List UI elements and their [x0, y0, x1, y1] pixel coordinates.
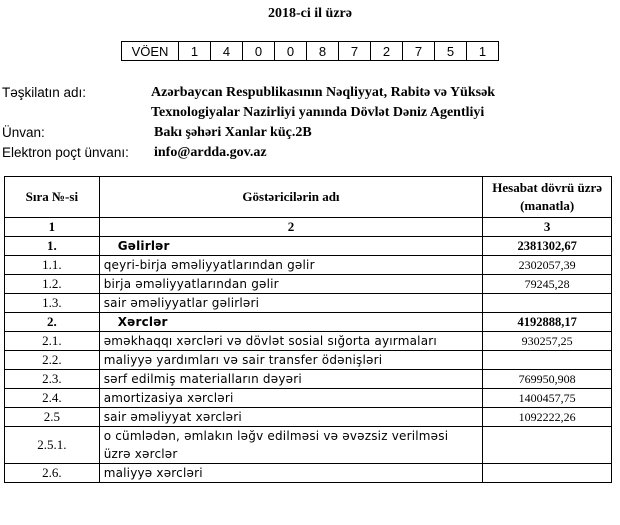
- email-label: Elektron poçt ünvanı:: [2, 145, 129, 160]
- row-indicator-name: birja əməliyyatlarından gəlir: [99, 275, 483, 294]
- report-title: 2018-ci il üzrə: [268, 6, 352, 21]
- row-number: 2.4.: [5, 389, 100, 408]
- header-seq-no: Sıra №-si: [5, 177, 100, 218]
- table-row: [5, 427, 612, 464]
- table-row: [5, 464, 612, 483]
- address-label: Ünvan:: [2, 125, 45, 140]
- voen-digit: 7: [403, 42, 435, 61]
- header-indicator-name: Göstəricilərin adı: [99, 177, 483, 218]
- row-amount: [483, 294, 612, 313]
- row-number: 2.5.1.: [5, 427, 100, 464]
- table-row: [5, 389, 612, 408]
- voen-label: VÖEN: [122, 42, 179, 61]
- row-indicator-name: Gəlirlər: [99, 237, 483, 256]
- row-number: 1.: [5, 237, 100, 256]
- indicators-table: [4, 176, 612, 483]
- header-amount: Hesabat dövrü üzrə (manatla): [483, 177, 612, 218]
- org-name-label: Təşkilatın adı:: [2, 85, 87, 100]
- column-index: 3: [483, 218, 612, 237]
- voen-digit: 5: [435, 42, 467, 61]
- voen-digit: 1: [467, 42, 499, 61]
- row-amount: 1092222,26: [483, 408, 612, 427]
- row-number: 2.6.: [5, 464, 100, 483]
- row-number: 2.1.: [5, 332, 100, 351]
- table-row: [5, 370, 612, 389]
- row-amount: 930257,25: [483, 332, 612, 351]
- row-number: 2.3.: [5, 370, 100, 389]
- org-name-line2: Texnologiyalar Nazirliyi yanında Dövlət Dəniz Agentliyi: [151, 105, 485, 120]
- table-row: [5, 237, 612, 256]
- table-row: [5, 275, 612, 294]
- table-row: [5, 256, 612, 275]
- column-index: 2: [99, 218, 483, 237]
- row-amount: 79245,28: [483, 275, 612, 294]
- row-number: 2.2.: [5, 351, 100, 370]
- row-amount: 769950,908: [483, 370, 612, 389]
- column-index: 1: [5, 218, 100, 237]
- voen-digit: 1: [179, 42, 211, 61]
- voen-digit: 4: [211, 42, 243, 61]
- row-indicator-name: sair əməliyyatlar gəlirləri: [99, 294, 483, 313]
- row-number: 1.2.: [5, 275, 100, 294]
- table-row: [5, 408, 612, 427]
- row-amount: [483, 427, 612, 464]
- table-row: [5, 294, 612, 313]
- row-number: 2.: [5, 313, 100, 332]
- row-amount: 2381302,67: [483, 237, 612, 256]
- row-amount: 1400457,75: [483, 389, 612, 408]
- voen-digit: 0: [275, 42, 307, 61]
- organization-info: [0, 83, 620, 163]
- row-indicator-name: maliyyə yardımları və sair transfer ödənişləri: [99, 351, 483, 370]
- table-row: [5, 313, 612, 332]
- row-amount: 2302057,39: [483, 256, 612, 275]
- table-row: [5, 332, 612, 351]
- row-amount: 4192888,17: [483, 313, 612, 332]
- row-number: 2.5: [5, 408, 100, 427]
- row-indicator-name: sərf edilmiş materialların dəyəri: [99, 370, 483, 389]
- row-indicator-name: Xərclər: [99, 313, 483, 332]
- voen-digit: 8: [307, 42, 339, 61]
- address-value: Bakı şəhəri Xanlar küç.2B: [154, 125, 312, 140]
- column-index-row: [5, 218, 612, 237]
- row-indicator-name: sair əməliyyat xərcləri: [99, 408, 483, 427]
- row-indicator-name: amortizasiya xərcləri: [99, 389, 483, 408]
- row-indicator-name: əməkhaqqı xərcləri və dövlət sosial sığorta ayırmaları: [99, 332, 483, 351]
- row-indicator-name: qeyri-birja əməliyyatlarından gəlir: [99, 256, 483, 275]
- voen-table: [121, 41, 499, 61]
- email-value[interactable]: info@ardda.gov.az: [154, 145, 267, 160]
- row-number: 1.3.: [5, 294, 100, 313]
- row-indicator-name: o cümlədən, əmlakın ləğv edilməsi və əvəzsiz verilməsi üzrə xərclər: [99, 427, 483, 464]
- table-row: [5, 351, 612, 370]
- voen-digit: 2: [371, 42, 403, 61]
- org-name-line1: Azərbaycan Respublikasının Nəqliyyat, Rabitə və Yüksək: [151, 85, 496, 100]
- table-header-row: [5, 177, 612, 218]
- voen-digit: 7: [339, 42, 371, 61]
- row-number: 1.1.: [5, 256, 100, 275]
- row-amount: [483, 351, 612, 370]
- row-amount: [483, 464, 612, 483]
- row-indicator-name: maliyyə xərcləri: [99, 464, 483, 483]
- voen-digit: 0: [243, 42, 275, 61]
